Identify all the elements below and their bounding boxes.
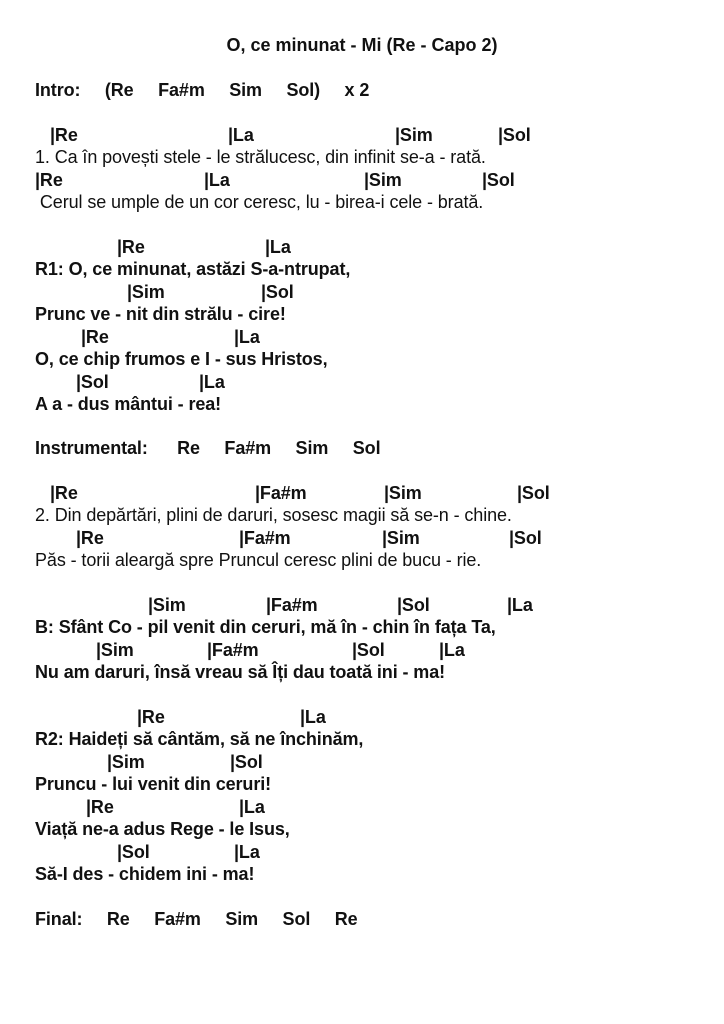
r2-lyric-line-2: Pruncu - lui venit din ceruri! <box>35 774 272 794</box>
chord: |La <box>234 327 260 347</box>
verse2-lyric-line-1: 2. Din depărtări, plini de daruri, sosesc magii să se-n - chine. <box>35 505 512 525</box>
verse1-lyric-line-2: Cerul se umple de un cor ceresc, lu - birea-i cele - brată. <box>35 192 484 212</box>
chord: |La <box>199 372 225 392</box>
chord: |Sim <box>127 282 165 302</box>
verse1-lyric-line-1: 1. Ca în povești stele - le strălucesc, din infinit se-a - rată. <box>35 147 486 167</box>
song-title: O, ce minunat - Mi (Re - Capo 2) <box>226 35 498 55</box>
r2-lyric-line-3: Viață ne-a adus Rege - le Isus, <box>35 819 290 839</box>
chord: |La <box>204 170 230 190</box>
chord: |Sol <box>261 282 294 302</box>
chord: |Sol <box>397 595 430 615</box>
chord: |Fa#m <box>255 483 307 503</box>
chord: |Sim <box>364 170 402 190</box>
chord: |La <box>507 595 533 615</box>
chord: |Re <box>50 125 78 145</box>
final-line: Final: Re Fa#m Sim Sol Re <box>35 909 358 929</box>
chord: |Re <box>86 797 114 817</box>
chord: |Fa#m <box>266 595 318 615</box>
chord: |Fa#m <box>207 640 259 660</box>
chord: |La <box>239 797 265 817</box>
chord: |Sim <box>384 483 422 503</box>
intro-line: Intro: (Re Fa#m Sim Sol) x 2 <box>35 80 370 100</box>
chord: |Re <box>117 237 145 257</box>
chord: |Sol <box>117 842 150 862</box>
chord: |Re <box>81 327 109 347</box>
chord: |Fa#m <box>239 528 291 548</box>
chord: |Re <box>76 528 104 548</box>
chord: |Sim <box>148 595 186 615</box>
r1-lyric-line-2: Prunc ve - nit din strălu - cire! <box>35 304 286 324</box>
chord: |Re <box>35 170 63 190</box>
chord: |Sol <box>230 752 263 772</box>
chord: |Sim <box>107 752 145 772</box>
r2-lyric-line-1: R2: Haideți să cântăm, să ne închinăm, <box>35 729 364 749</box>
verse2-lyric-line-2: Păs - torii aleargă spre Pruncul ceresc plini de bucu - rie. <box>35 550 482 570</box>
chord: |Re <box>50 483 78 503</box>
chord: |Sol <box>76 372 109 392</box>
chord: |Re <box>137 707 165 727</box>
chord: |La <box>300 707 326 727</box>
bridge-lyric-line-2: Nu am daruri, însă vreau să Îți dau toată ini - ma! <box>35 662 446 682</box>
chord: |La <box>228 125 254 145</box>
chord: |Sol <box>352 640 385 660</box>
chord: |Sim <box>395 125 433 145</box>
chord: |Sol <box>509 528 542 548</box>
chord: |Sim <box>96 640 134 660</box>
chord: |La <box>439 640 465 660</box>
r1-lyric-line-1: R1: O, ce minunat, astăzi S-a-ntrupat, <box>35 259 351 279</box>
r1-lyric-line-4: A a - dus mântui - rea! <box>35 394 222 414</box>
chord: |La <box>234 842 260 862</box>
r2-lyric-line-4: Să-I des - chidem ini - ma! <box>35 864 255 884</box>
chord: |La <box>265 237 291 257</box>
chord: |Sim <box>382 528 420 548</box>
chord: |Sol <box>482 170 515 190</box>
bridge-lyric-line-1: B: Sfânt Co - pil venit din ceruri, mă în - chin în fața Ta, <box>35 617 496 637</box>
instrumental-line: Instrumental: Re Fa#m Sim Sol <box>35 438 381 458</box>
chord: |Sol <box>517 483 550 503</box>
r1-lyric-line-3: O, ce chip frumos e I - sus Hristos, <box>35 349 328 369</box>
chord: |Sol <box>498 125 531 145</box>
